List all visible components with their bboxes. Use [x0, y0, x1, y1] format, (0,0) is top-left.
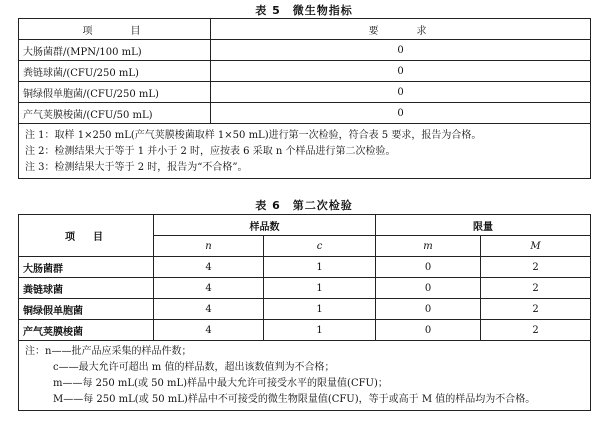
table5-header-row [19, 19, 591, 40]
table6-M: 2 [481, 299, 591, 320]
table6-header-row [19, 215, 591, 236]
table-row [19, 61, 591, 82]
table5-item: 大肠菌群/(MPN/100 mL) [19, 40, 211, 61]
table6-note-m: m——每 250 mL(或 50 mL)样品中最大允许可接受水平的限量值(CFU)； [53, 378, 388, 389]
table6-c: 1 [264, 299, 376, 320]
table5-note-3: 注 3：检测结果大于等于 2 时，报告为“不合格”。 [25, 162, 248, 173]
table6-sub-m: m [376, 236, 481, 257]
table6-m: 0 [376, 320, 481, 341]
table5 [18, 18, 591, 179]
table6-col-samples: 样品数 [154, 215, 376, 236]
table6-M: 2 [481, 320, 591, 341]
table5-value: 0 [211, 103, 591, 124]
table6-item: 大肠菌群 [19, 257, 154, 278]
table6-sub-c: c [264, 236, 376, 257]
table5-col-item: 项 目 [19, 19, 211, 40]
table6-n: 4 [154, 257, 264, 278]
table5-notes-row [19, 124, 591, 179]
table6-item: 铜绿假单胞菌 [19, 299, 154, 320]
table6-c: 1 [264, 320, 376, 341]
table-row [19, 103, 591, 124]
table6-M: 2 [481, 257, 591, 278]
table5-value: 0 [211, 40, 591, 61]
table6-sub-M: M [481, 236, 591, 257]
table5-title: 表 5 微生物指标 [255, 4, 353, 17]
table6-n: 4 [154, 278, 264, 299]
table6-notes [19, 341, 591, 411]
table-row [19, 278, 591, 299]
table6-item: 粪链球菌 [19, 278, 154, 299]
table6-m: 0 [376, 257, 481, 278]
table-row [19, 82, 591, 103]
table5-note-2: 注 2：检测结果大于等于 1 并小于 2 时，应按表 6 采取 n 个样品进行第二次检验。 [25, 146, 396, 157]
table-row [19, 257, 591, 278]
table6-note-c: c——最大允许可超出 m 值的样品数，超出该数值判为不合格； [53, 362, 335, 373]
table6-n: 4 [154, 320, 264, 341]
table6-sub-n: n [154, 236, 264, 257]
table6 [18, 214, 591, 411]
table5-value: 0 [211, 82, 591, 103]
table5-value: 0 [211, 61, 591, 82]
table6-item: 产气荚膜梭菌 [19, 320, 154, 341]
table6-c: 1 [264, 257, 376, 278]
table5-item: 产气荚膜梭菌/(CFU/50 mL) [19, 103, 211, 124]
table-row [19, 320, 591, 341]
table5-note-1: 注 1：取样 1×250 mL(产气荚膜梭菌取样 1×50 mL)进行第一次检验，符合表 5 要求，报告为合格。 [25, 130, 482, 141]
table-row [19, 299, 591, 320]
table6-col-item: 项 目 [19, 215, 154, 257]
table-row [19, 40, 591, 61]
table6-n: 4 [154, 299, 264, 320]
table6-note-M: M——每 250 mL(或 50 mL)样品中不可接受的微生物限量值(CFU)，等于或高于 M 值的样品均为不合格。 [53, 394, 536, 405]
table5-notes [19, 124, 591, 179]
table5-col-requirement: 要 求 [211, 19, 591, 40]
table6-note-n: 注：n——批产品应采集的样品件数； [25, 346, 192, 357]
table6-notes-row [19, 341, 591, 411]
table6-M: 2 [481, 278, 591, 299]
table5-item: 铜绿假单胞菌/(CFU/250 mL) [19, 82, 211, 103]
table6-title: 表 6 第二次检验 [255, 199, 353, 212]
table6-m: 0 [376, 299, 481, 320]
table5-item: 粪链球菌/(CFU/250 mL) [19, 61, 211, 82]
table6-c: 1 [264, 278, 376, 299]
table6-m: 0 [376, 278, 481, 299]
table6-col-limit: 限量 [376, 215, 591, 236]
